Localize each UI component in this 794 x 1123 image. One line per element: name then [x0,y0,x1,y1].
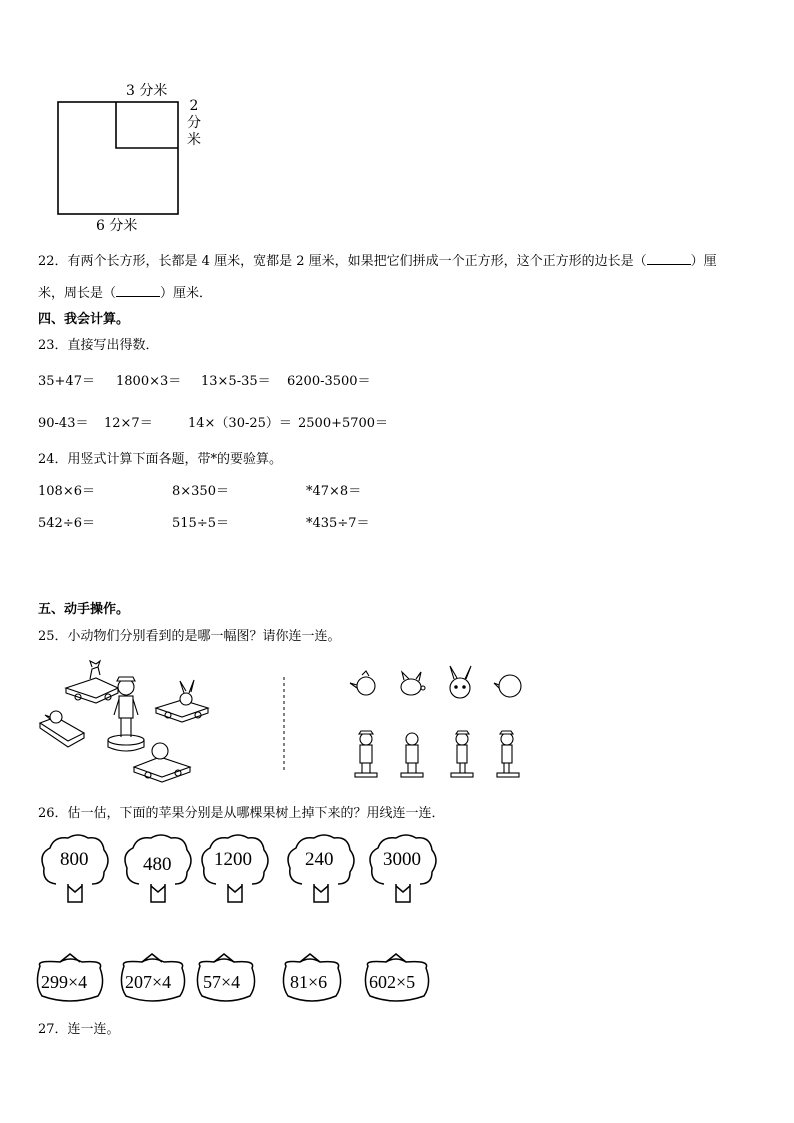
q23-r2-c2: 12×7＝ [104,416,153,431]
figure-bottom-label: 6 分米 [96,218,138,234]
q26-title: 26．估一估，下面的苹果分别是从哪棵果树上掉下来的？用线连一连． [38,806,445,821]
apple-2-expr: 207×4 [125,972,172,992]
rectangle-figure [0,0,794,230]
person-left-icon [451,731,473,777]
section-5-heading: 五、动手操作。 [38,602,130,617]
figure-top-label: 3 分米 [126,83,168,99]
tree-2-value: 480 [143,854,172,875]
figure-right-label: 2 分 米 [187,98,201,148]
q23-r1-c2: 1800×3＝ [116,374,182,389]
bird-head-icon [350,671,375,695]
q27-title: 27．连一连。 [38,1022,120,1037]
q24-r2-c3: *435÷7＝ [306,516,370,531]
person-front-icon [355,731,377,777]
person-back-icon [401,733,423,777]
chick-head-icon [494,675,521,697]
q24-r2-c2: 515÷5＝ [172,516,229,531]
apple-3-expr: 57×4 [203,972,241,992]
q23-r1-c1: 35+47＝ [38,374,95,389]
q23-r1-c3: 13×5-35＝ [201,374,271,389]
q22-line1: 22．有两个长方形，长都是 4 厘米，宽都是 2 厘米，如果把它们拼成一个正方形，这个正方形的边长是（ ）厘 [38,254,717,269]
car-chick-icon [134,743,190,782]
q22-line2: 米，周长是（ ）厘米． [38,286,213,301]
apple-5-expr: 602×5 [369,972,416,992]
q22-blank-perimeter[interactable] [116,284,160,297]
inner-rectangle [116,102,178,148]
q25-title: 25．小动物们分别看到的是哪一幅图？请你连一连。 [38,629,341,644]
q24-r1-c1: 108×6＝ [38,484,95,499]
q22-blank-side[interactable] [647,252,691,265]
tree-5-value: 3000 [383,849,421,870]
car-fox-icon [66,661,118,703]
apple-4-expr: 81×6 [290,972,328,992]
big-rectangle [58,102,178,214]
q25-illustration [0,655,794,785]
q24-r2-c1: 542÷6＝ [38,516,95,531]
apple-1-expr: 299×4 [41,972,88,992]
q24-r1-c2: 8×350＝ [172,484,229,499]
rabbit-head-icon [450,666,471,698]
tree-4-value: 240 [305,849,334,870]
person-right-icon [497,731,519,777]
q23-r1-c4: 6200-3500＝ [287,374,371,389]
tree-1-value: 800 [60,849,89,870]
tree-3-value: 1200 [214,849,252,870]
car-bird-icon [40,711,84,747]
fox-head-icon [401,672,425,695]
q23-r2-c4: 2500+5700＝ [298,416,389,431]
q24-r1-c3: *47×8＝ [306,484,362,499]
q24-title: 24．用竖式计算下面各题，带*的要验算。 [38,452,283,467]
q23-r2-c1: 90-43＝ [38,416,89,431]
section-4-heading: 四、我会计算。 [38,312,130,327]
q23-title: 23．直接写出得数． [38,338,159,353]
q23-r2-c3: 14×（30-25）＝ [188,416,292,431]
car-rabbit-icon [156,680,208,722]
